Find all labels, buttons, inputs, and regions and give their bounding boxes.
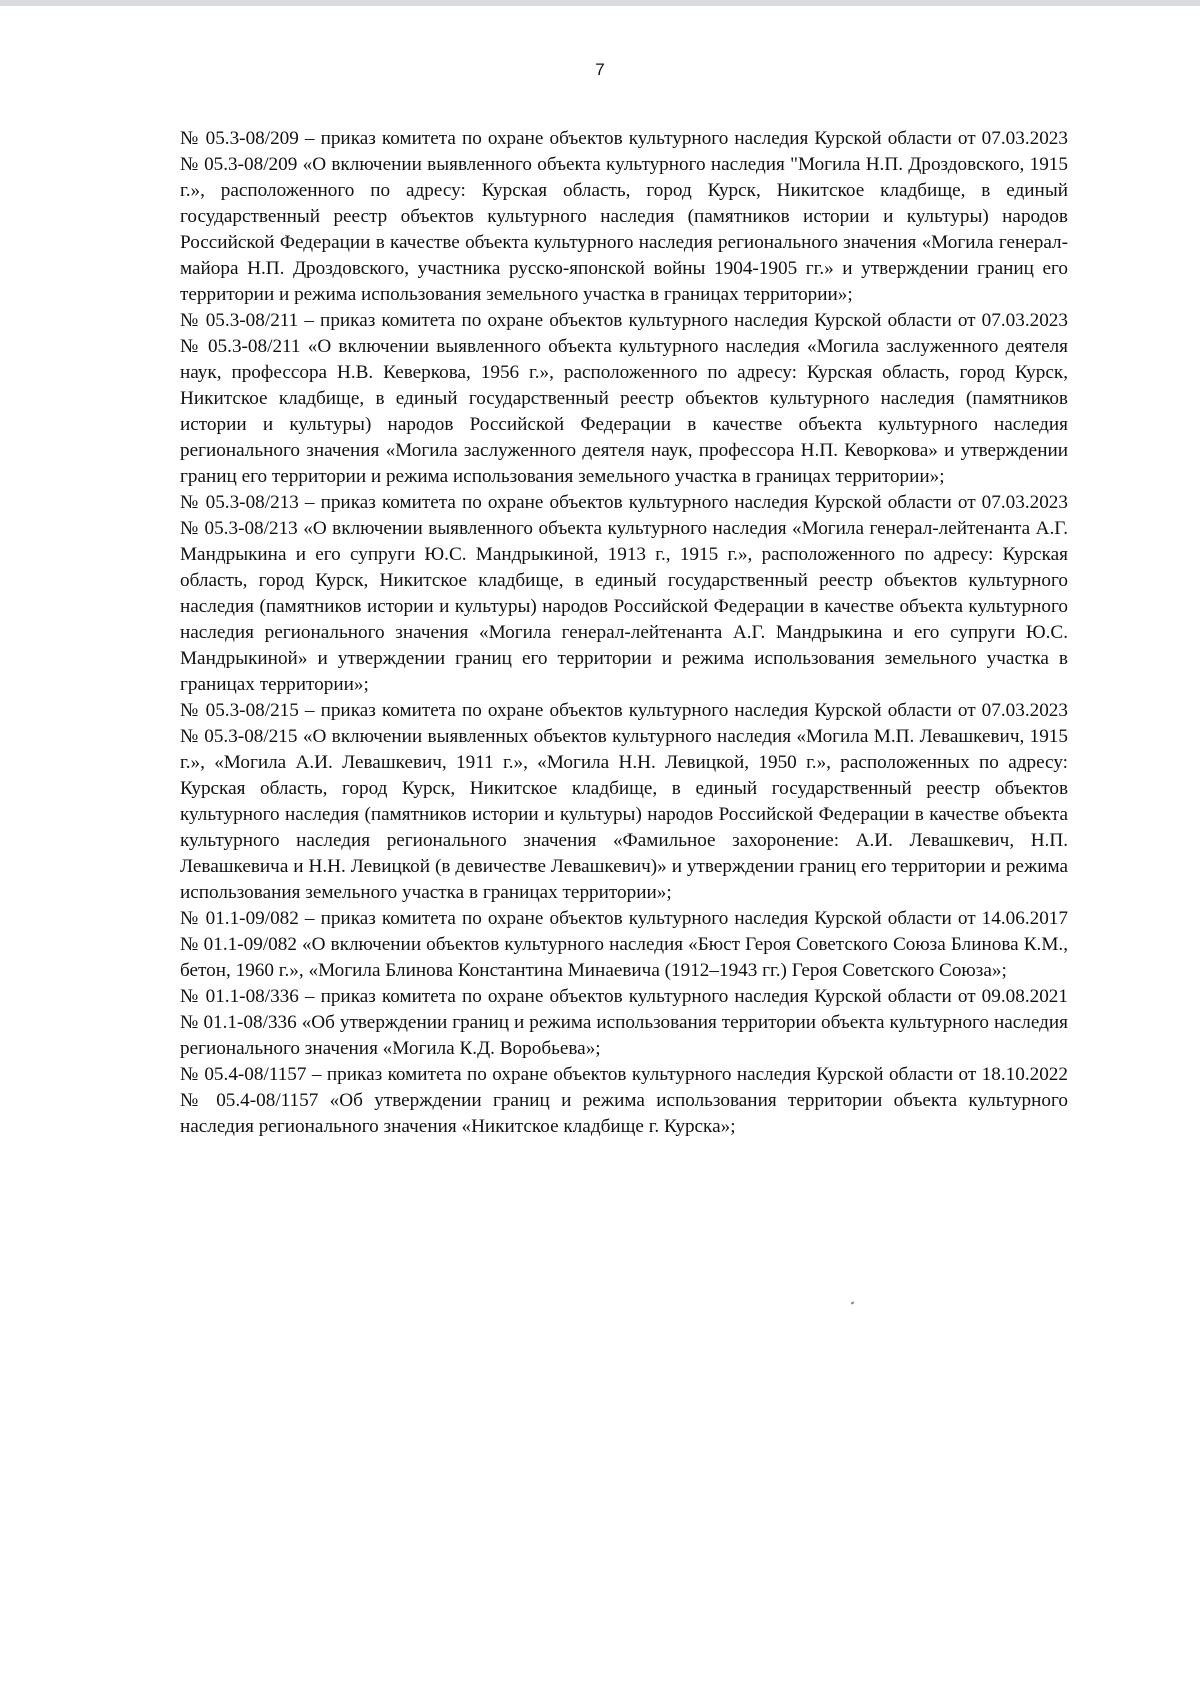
page-number: 7 <box>595 60 605 79</box>
scan-speck <box>851 1301 855 1304</box>
order-entry-01-1-09-082: № 01.1-09/082 – приказ комитета по охране объектов культурного наследия Курской области от 14.06.2017 № 01.1-09/082 «О включении объектов культурного наследия «Бюст Героя Советского Союза Блинова К.М., бетон, 1960 г.», «Могила Блинова Константина Минаевича (1912–1943 гг.) Героя Советского Союза»; <box>180 908 1068 981</box>
order-entry-01-1-08-336: № 01.1-08/336 – приказ комитета по охране объектов культурного наследия Курской области от 09.08.2021 № 01.1-08/336 «Об утверждении границ и режима использования территории объекта культурного наследия регионального значения «Могила К.Д. Воробьева»; <box>180 986 1068 1059</box>
order-entry-05-3-08-211: № 05.3-08/211 – приказ комитета по охране объектов культурного наследия Курской области от 07.03.2023 № 05.3-08/211 «О включении выявленного объекта культурного наследия «Могила заслуженного деятеля наук, профессора Н.В. Кеверкова, 1956 г.», расположенного по адресу: Курская область, город Курск, Никитское кладбище, в единый государственный реестр объектов культурного наследия (памятников истории и культуры) народов Российской Федерации в качестве объекта культурного наследия регионального значения «Могила заслуженного деятеля наук, профессора Н.П. Кеворкова» и утверждении границ его территории и режима использования земельного участка в границах территории»; <box>180 310 1068 487</box>
order-entry-05-4-08-1157: № 05.4-08/1157 – приказ комитета по охране объектов культурного наследия Курской области от 18.10.2022 № 05.4-08/1157 «Об утверждении границ и режима использования территории объекта культурного наследия регионального значения «Никитское кладбище г. Курска»; <box>180 1064 1068 1137</box>
order-entry-05-3-08-215: № 05.3-08/215 – приказ комитета по охране объектов культурного наследия Курской области от 07.03.2023 № 05.3-08/215 «О включении выявленных объектов культурного наследия «Могила М.П. Левашкевич, 1915 г.», «Могила А.И. Левашкевич, 1911 г.», «Могила Н.Н. Левицкой, 1950 г.», расположенных по адресу: Курская область, город Курск, Никитское кладбище, в единый государственный реестр объектов культурного наследия (памятников истории и культуры) народов Российской Федерации в качестве объекта культурного наследия регионального значения «Фамильное захоронение: А.И. Левашкевич, Н.П. Левашкевича и Н.Н. Левицкой (в девичестве Левашкевич)» и утверждении границ его территории и режима использования земельного участка в границах территории»; <box>180 700 1068 903</box>
order-entry-05-3-08-213: № 05.3-08/213 – приказ комитета по охране объектов культурного наследия Курской области от 07.03.2023 № 05.3-08/213 «О включении выявленного объекта культурного наследия «Могила генерал-лейтенанта А.Г. Мандрыкина и его супруги Ю.С. Мандрыкиной, 1913 г., 1915 г.», расположенного по адресу: Курская область, город Курск, Никитское кладбище, в единый государственный реестр объектов культурного наследия (памятников истории и культуры) народов Российской Федерации в качестве объекта культурного наследия регионального значения «Могила генерал-лейтенанта А.Г. Мандрыкина и его супруги Ю.С. Мандрыкиной» и утверждении границ его территории и режима использования земельного участка в границах территории»; <box>180 492 1068 695</box>
document-body <box>180 126 1068 1140</box>
order-entry-05-3-08-209: № 05.3-08/209 – приказ комитета по охране объектов культурного наследия Курской области от 07.03.2023 № 05.3-08/209 «О включении выявленного объекта культурного наследия "Могила Н.П. Дроздовского, 1915 г.», расположенного по адресу: Курская область, город Курск, Никитское кладбище, в единый государственный реестр объектов культурного наследия (памятников истории и культуры) народов Российской Федерации в качестве объекта культурного наследия регионального значения «Могила генерал-майора Н.П. Дроздовского, участника русско-японской войны 1904-1905 гг.» и утверждении границ его территории и режима использования земельного участка в границах территории»; <box>180 128 1068 305</box>
scan-top-edge <box>0 0 1200 6</box>
